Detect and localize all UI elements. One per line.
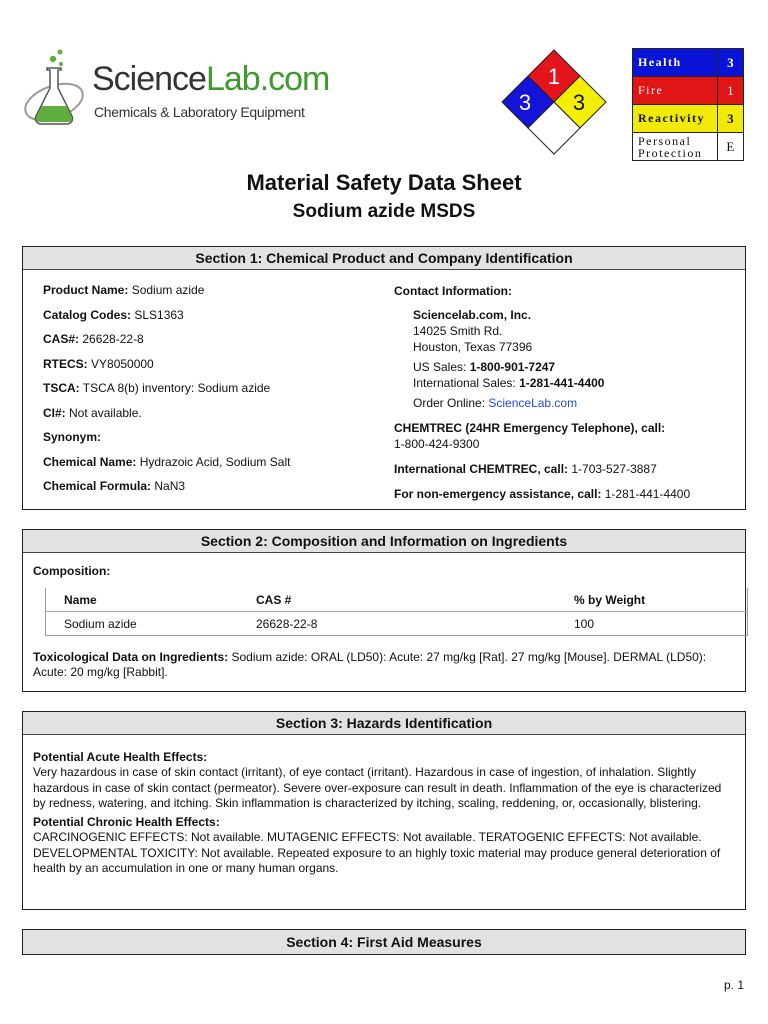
section-heading: Section 4: First Aid Measures — [23, 930, 745, 954]
hazard-label: Reactivity — [633, 105, 718, 133]
international-sales: International Sales: 1-281-441-4400 — [413, 376, 605, 390]
hazard-label: Personal Protection — [633, 133, 718, 161]
us-sales: US Sales: 1-800-901-7247 — [413, 360, 556, 374]
table-header-row — [46, 588, 748, 612]
international-chemtrec: International CHEMTREC, call: 1-703-527-3887 — [394, 462, 657, 476]
non-emergency-assistance: For non-emergency assistance, call: 1-281-441-4400 — [394, 487, 691, 501]
address-line-1: 14025 Smith Rd. — [413, 324, 503, 338]
contact-heading: Contact Information: — [394, 284, 512, 298]
table-cell: Sodium azide — [64, 616, 137, 631]
table-cell: 26628-22-8 — [256, 616, 318, 631]
column-header: Name — [46, 588, 239, 612]
table-cell: 100 — [574, 616, 595, 631]
acute-health-effects: Potential Acute Health Effects: Very hazardous in case of skin contact (irritant), of eye contact (irritant). Hazardous in case of ingestion, of inhalation. Slightly hazardous in case of skin contact (permeator). Severe over-exposure can result in death. Inflammation of the eye is characterized by redness, watering, and itching. Skin inflammation is characterized by itching, scaling, reddening, or, occasionally, blistering. — [33, 750, 722, 810]
toxicological-data: Toxicological Data on Ingredients: Sodium azide: ORAL (LD50): Acute: 27 mg/kg [Rat]. 27 mg/kg [Mouse]. DERMAL (LD50): Acute: 20 mg/kg [Rabbit]. — [33, 650, 707, 679]
address-line-2: Houston, Texas 77396 — [413, 340, 533, 354]
brand-tagline: Chemicals & Laboratory Equipment — [94, 104, 305, 120]
field-cas: CAS#: 26628-22-8 — [43, 332, 144, 346]
contact-information — [394, 283, 734, 502]
sciencelab-link[interactable]: ScienceLab.com — [488, 396, 578, 410]
section-heading: Section 3: Hazards Identification — [23, 712, 745, 735]
hazard-label: Health — [633, 49, 718, 77]
section-heading: Section 1: Chemical Product and Company Identification — [23, 247, 745, 270]
hazard-value: 1 — [717, 77, 743, 105]
hazard-row-reactivity — [633, 105, 744, 133]
composition-label: Composition: — [33, 564, 111, 578]
chronic-health-effects: Potential Chronic Health Effects: CARCINOGENIC EFFECTS: Not available. MUTAGENIC EFFECTS: Not available. TERATOGENIC EFFECTS: Not available. DEVELOPMENTAL TOXICITY: Not available. Repeated exposure to an highly toxic material may produce general deterioration of health by an accumulation in one or many human organs. — [33, 815, 721, 876]
company-name: Sciencelab.com, Inc. — [413, 308, 532, 322]
ingredients-table — [45, 588, 748, 636]
chemtrec-label: CHEMTREC (24HR Emergency Telephone), call: — [394, 421, 666, 435]
nfpa-reactivity-value: 3 — [572, 90, 586, 115]
brand-name: ScienceLab.com — [92, 60, 330, 98]
section-3 — [22, 711, 746, 910]
section-heading: Section 2: Composition and Information on Ingredients — [23, 530, 745, 553]
hazard-value: E — [717, 133, 743, 161]
chemtrec-phone: 1-800-424-9300 — [394, 437, 480, 451]
section-4 — [22, 929, 746, 955]
flask-icon — [20, 46, 92, 136]
hazard-rating-table — [632, 48, 744, 161]
field-chemical-name: Chemical Name: Hydrazoic Acid, Sodium Salt — [43, 454, 291, 469]
field-tsca: TSCA: TSCA 8(b) inventory: Sodium azide — [43, 381, 271, 395]
nfpa-diamond — [498, 46, 610, 164]
field-rtecs: RTECS: VY8050000 — [43, 356, 154, 371]
page-number: p. 1 — [723, 978, 744, 992]
field-ci: CI#: Not available. — [43, 405, 142, 420]
sciencelab-logo — [20, 46, 330, 136]
document-subtitle: Sodium azide MSDS — [292, 201, 476, 222]
hazard-value: 3 — [717, 105, 743, 133]
hazard-row-fire — [633, 77, 744, 105]
hazard-row-health — [633, 49, 744, 77]
hazard-row-personal-protection — [633, 133, 744, 161]
column-header: CAS # — [238, 588, 556, 612]
product-fields — [43, 283, 383, 504]
document-title: Material Safety Data Sheet — [246, 170, 522, 195]
table-row — [46, 612, 748, 636]
field-synonym: Synonym: — [43, 430, 102, 444]
nfpa-health-value: 3 — [518, 90, 532, 115]
nfpa-fire-value: 1 — [547, 64, 561, 89]
hazard-label: Fire — [633, 77, 718, 105]
section-2 — [22, 529, 746, 692]
field-product-name: Product Name: Sodium azide — [43, 283, 205, 297]
section-1 — [22, 246, 746, 510]
field-catalog-codes: Catalog Codes: SLS1363 — [43, 307, 184, 322]
column-header: % by Weight — [556, 588, 748, 612]
hazard-value: 3 — [717, 49, 743, 77]
field-chemical-formula: Chemical Formula: NaN3 — [43, 479, 186, 493]
order-online: Order Online: ScienceLab.com — [413, 396, 578, 410]
